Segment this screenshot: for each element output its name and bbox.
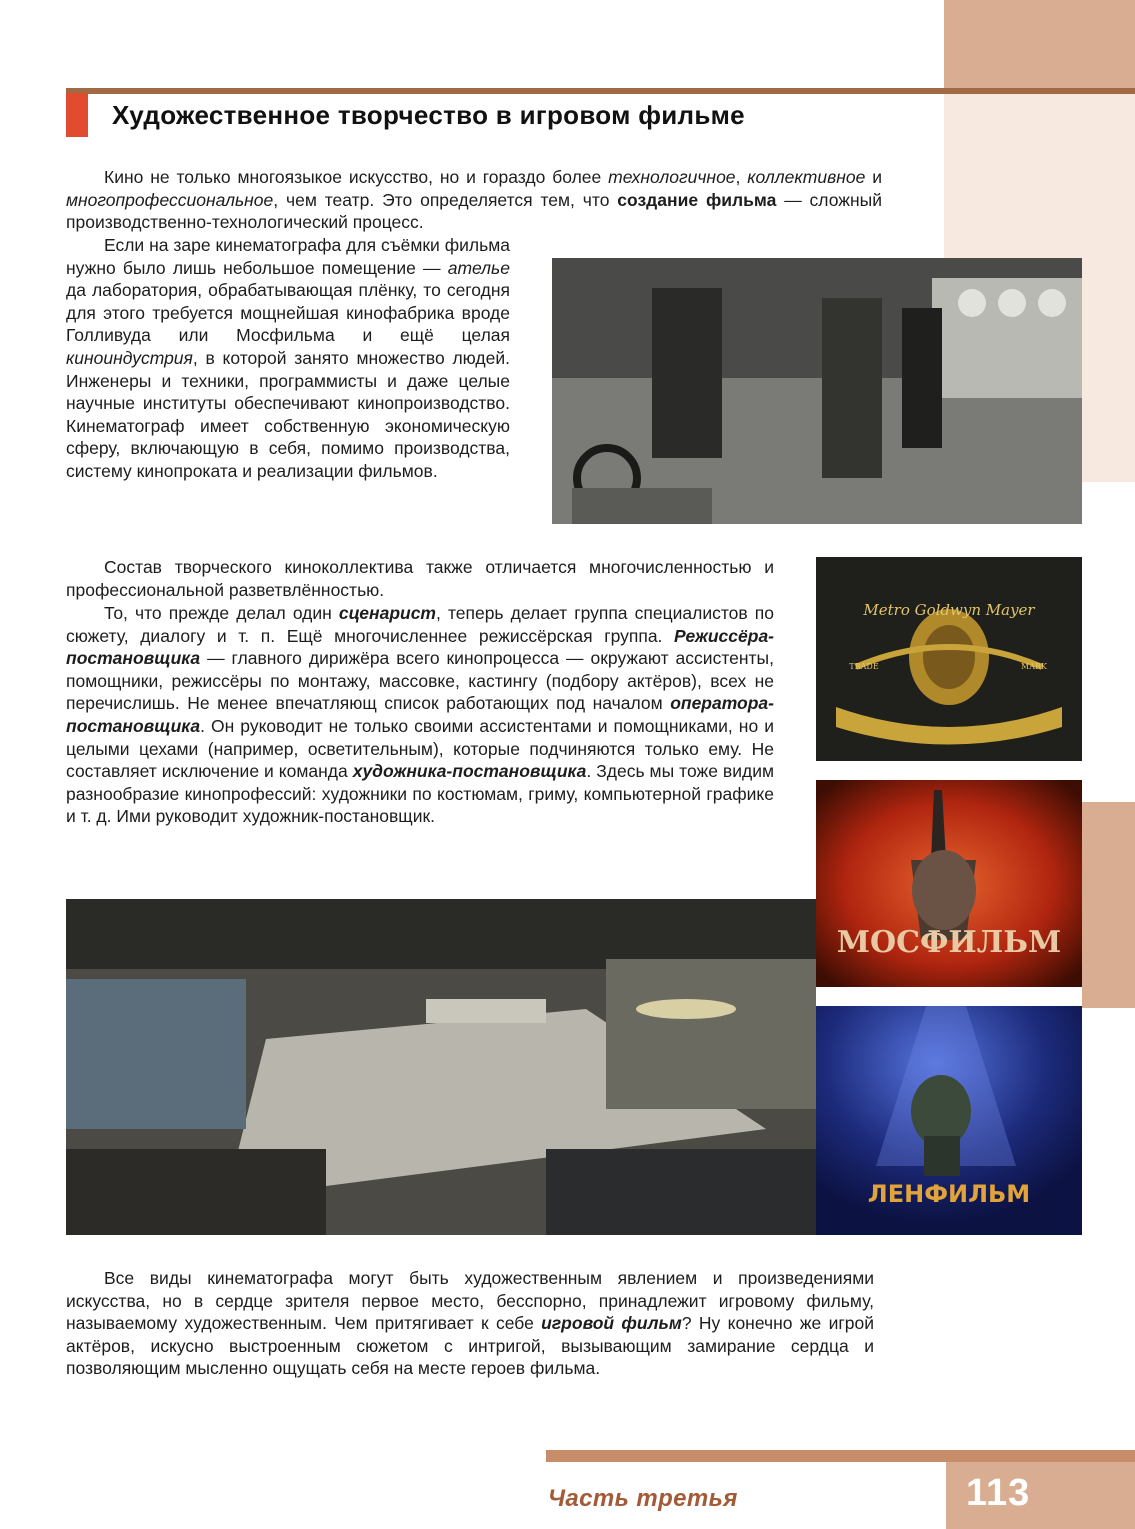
paragraph-roles bbox=[66, 602, 774, 828]
paragraph-industry bbox=[66, 234, 510, 483]
text-italic: технологичное bbox=[608, 167, 736, 187]
paragraph-intro bbox=[66, 166, 882, 234]
mosfilm-wordmark: МОСФИЛЬМ bbox=[836, 925, 1062, 960]
text: , чем театр. Это определяется тем, что bbox=[273, 189, 618, 210]
text-bold: создание фильма bbox=[617, 189, 777, 210]
logo-lenfilm bbox=[816, 1006, 1082, 1235]
text: и bbox=[865, 167, 882, 187]
page-number: 113 bbox=[966, 1472, 1031, 1514]
paragraph-collective bbox=[66, 556, 774, 601]
text: . Он руководит не только своими ассистентами и помощниками, но и целыми цехами (например, осветительным), которые подчиняются только ему. Не составляет исключение и команда bbox=[66, 715, 774, 782]
text-italic: коллективное bbox=[747, 167, 866, 187]
decor-band-right-white bbox=[1082, 482, 1135, 802]
photo-early-film-lab bbox=[552, 258, 1082, 524]
text-bold-italic: оператора-постановщика bbox=[66, 693, 774, 736]
text-bold-italic: Режиссёра-постановщика bbox=[66, 625, 774, 669]
decor-band-top bbox=[944, 0, 1135, 88]
lenfilm-wordmark: ЛЕНФИЛЬМ bbox=[867, 1180, 1031, 1208]
text: да лаборатория, обрабатывающая плёнку, то сегодня для этого требуется мощнейшая кинофабрика вроде Голливуда или Мосфильма и ещё целая bbox=[66, 280, 510, 346]
studio-art bbox=[66, 899, 816, 1235]
logo-mosfilm bbox=[816, 780, 1082, 987]
mgm-wordmark: Metro Goldwyn Mayer bbox=[863, 601, 1035, 619]
text: — сложный производственно-технологический процесс. bbox=[66, 189, 882, 233]
mgm-art bbox=[816, 557, 1082, 761]
text: Состав творческого киноколлектива также отличается многочисленностью и профессиональной разветвлённостью. bbox=[66, 557, 774, 600]
footer-rule bbox=[546, 1450, 1135, 1462]
footer-section-title: Часть третья bbox=[548, 1485, 738, 1512]
section-title: Художественное творчество в игровом фильме bbox=[112, 100, 745, 130]
decor-band-right-tan bbox=[1082, 802, 1135, 1008]
text: Кино не только многоязыкое искусство, но и гораздо более bbox=[104, 167, 609, 187]
text: Все виды кинематографа могут быть художественным явлением и произведениями искусства, но в сердце зрителя первое место, бесспорно, принадлежит игровому фильму, называемому художественным. Чем притягивает к себе bbox=[66, 1268, 874, 1334]
text: — главного дирижёра всего кинопроцесса — окружают ассистенты, помощники, режиссёры по монтажу, массовке, кастингу (подбору актёров), всех не перечислишь. Не менее впечатляющ список работающих под началом bbox=[66, 648, 774, 714]
mosfilm-art bbox=[816, 780, 1082, 987]
text: , теперь делает группа специалистов по сюжету, диалогу и т. п. Ещё многочисленнее режиссёрская группа. bbox=[66, 603, 774, 646]
text: , в которой занято множество людей. Инженеры и техники, программисты и даже целые научные институты обеспечивают кинопроизводство. Кинематограф имеет собственную экономическую сферу, включающую в себя, помимо производства, систему кинопроката и реализации фильмов. bbox=[66, 347, 510, 481]
paragraph-feature-film bbox=[66, 1267, 874, 1380]
header-rule bbox=[66, 88, 1135, 94]
text-bold-italic: сценарист bbox=[338, 603, 436, 623]
text-italic: киноиндустрия bbox=[66, 347, 193, 368]
text: Если на заре кинематографа для съёмки фильма нужно было лишь небольшое помещение — bbox=[66, 235, 510, 278]
text-bold-italic: художника-постановщика bbox=[352, 761, 587, 782]
text-italic: ателье bbox=[447, 257, 510, 278]
photo-lab-art bbox=[552, 258, 1082, 524]
photo-film-studio bbox=[66, 899, 816, 1235]
text-italic: многопрофессиональное bbox=[66, 189, 274, 210]
lenfilm-art bbox=[816, 1006, 1082, 1235]
mgm-trade: TRADE bbox=[849, 662, 879, 671]
text: , bbox=[735, 167, 748, 187]
text-bold-italic: игровой фильм bbox=[541, 1313, 682, 1334]
logo-mgm bbox=[816, 557, 1082, 761]
mgm-mark: MARK bbox=[1021, 662, 1047, 671]
section-marker bbox=[66, 93, 88, 137]
text: ? Ну конечно же игрой актёров, искусно выстроенным сюжетом с интригой, вызывающим замирание сердца и позволяющим мысленно ощущать себя на месте героев фильма. bbox=[66, 1313, 874, 1379]
text: То, что прежде делал один bbox=[104, 603, 339, 623]
text: . Здесь мы тоже видим разнообразие кинопрофессий: художники по костюмам, гриму, компьютерной графике и т. д. Ими руководит художник-постановщик. bbox=[66, 761, 774, 827]
